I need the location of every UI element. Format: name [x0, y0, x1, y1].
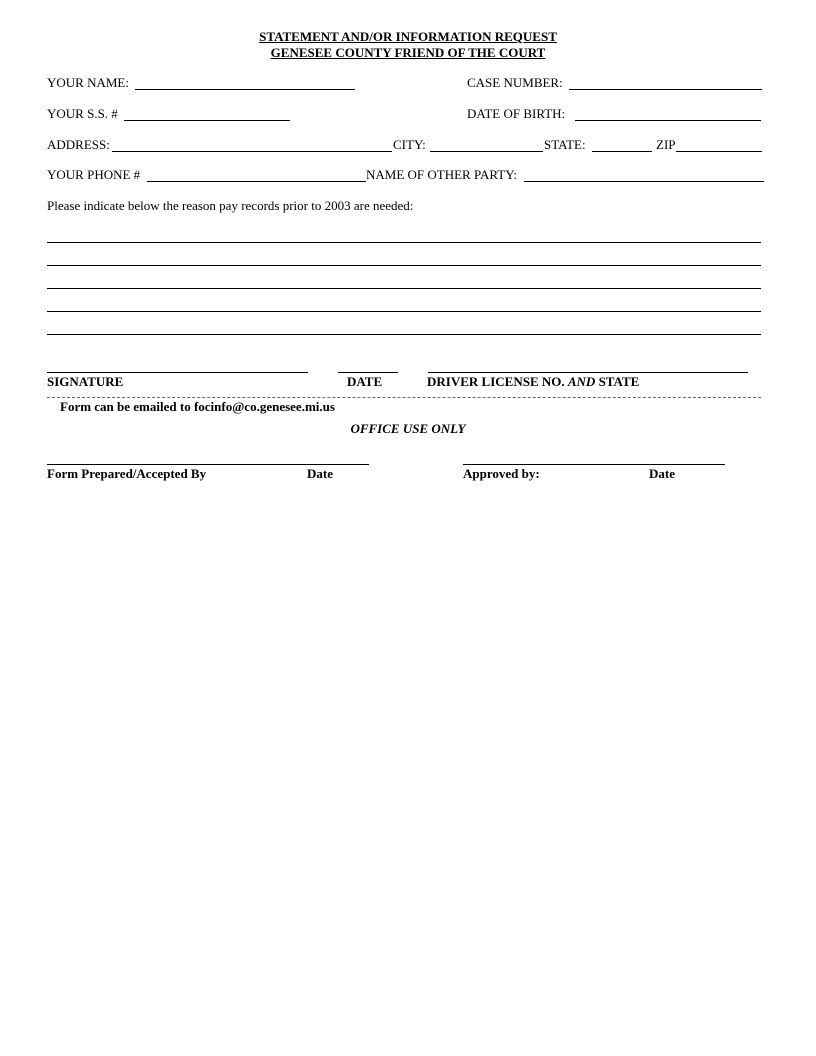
form-title: STATEMENT AND/OR INFORMATION REQUEST	[259, 29, 557, 44]
reason-line[interactable]	[47, 288, 761, 289]
state-label: STATE:	[544, 137, 586, 152]
approved-date-label: Date	[649, 466, 675, 481]
prepared-by-label: Form Prepared/Accepted By	[47, 466, 207, 481]
approved-by-field[interactable]	[463, 464, 725, 465]
reason-line[interactable]	[47, 265, 761, 266]
address-label: ADDRESS:	[47, 137, 110, 152]
reason-line[interactable]	[47, 311, 761, 312]
driver-license-label	[427, 374, 639, 390]
city-label: CITY:	[393, 137, 426, 152]
driver-license-and: AND	[567, 374, 596, 389]
address-field[interactable]	[112, 151, 392, 152]
date-of-birth-label: DATE OF BIRTH:	[467, 106, 566, 121]
signature-label: SIGNATURE	[47, 374, 124, 389]
reason-prompt: Please indicate below the reason pay records prior to 2003 are needed:	[47, 198, 414, 213]
zip-field[interactable]	[676, 151, 762, 152]
state-field[interactable]	[592, 151, 652, 152]
your-name-label: YOUR NAME:	[47, 75, 129, 90]
signature-field[interactable]	[47, 372, 308, 373]
date-of-birth-field[interactable]	[575, 120, 761, 121]
reason-line[interactable]	[47, 334, 761, 335]
approved-by-label: Approved by:	[463, 466, 540, 481]
ss-number-label: YOUR S.S. #	[47, 106, 118, 121]
phone-label: YOUR PHONE #	[47, 167, 141, 182]
phone-field[interactable]	[147, 181, 366, 182]
prepared-by-field[interactable]	[47, 464, 369, 465]
prepared-date-label: Date	[307, 466, 333, 481]
zip-label: ZIP	[656, 137, 676, 152]
other-party-label: NAME OF OTHER PARTY:	[366, 167, 518, 182]
city-field[interactable]	[430, 151, 543, 152]
email-note: Form can be emailed to focinfo@co.genesee.mi.us	[60, 399, 335, 414]
signature-date-label: DATE	[347, 374, 383, 389]
case-number-label: CASE NUMBER:	[467, 75, 563, 90]
other-party-field[interactable]	[524, 181, 764, 182]
driver-license-field[interactable]	[428, 372, 748, 373]
cut-line-divider	[47, 397, 761, 398]
your-name-field[interactable]	[135, 89, 355, 90]
driver-license-prefix: DRIVER LICENSE NO.	[427, 374, 565, 389]
office-use-heading: OFFICE USE ONLY	[350, 421, 466, 436]
ss-number-field[interactable]	[124, 120, 290, 121]
driver-license-suffix: STATE	[598, 374, 640, 389]
signature-date-field[interactable]	[338, 372, 398, 373]
case-number-field[interactable]	[569, 89, 762, 90]
reason-line[interactable]	[47, 242, 761, 243]
form-subtitle: GENESEE COUNTY FRIEND OF THE COURT	[270, 45, 546, 60]
